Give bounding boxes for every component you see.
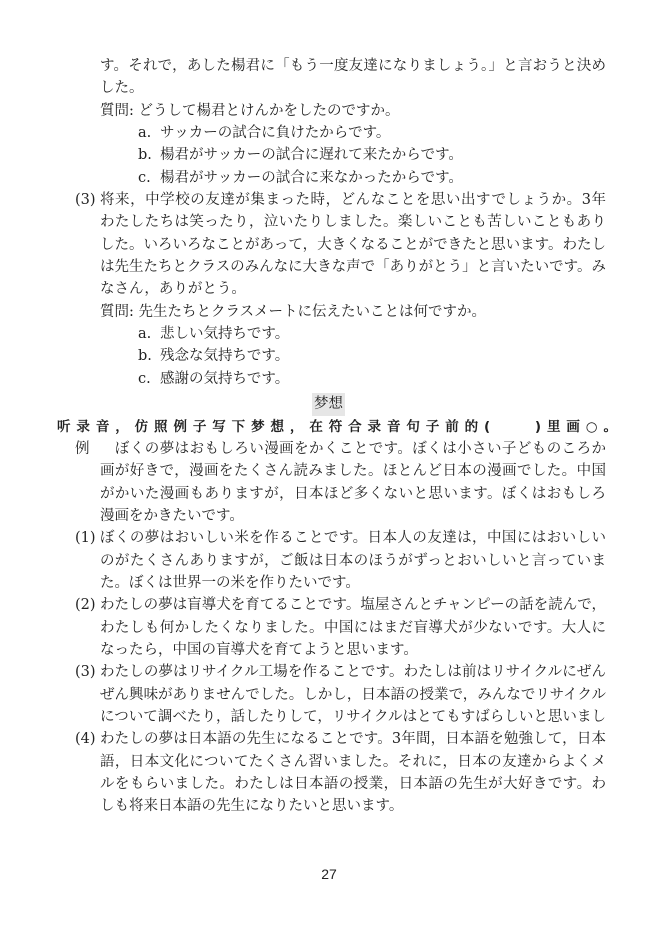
item-label: c. bbox=[138, 370, 151, 387]
answer-choice bbox=[0, 323, 658, 345]
text-line bbox=[0, 438, 658, 460]
answer-choice bbox=[0, 167, 658, 189]
document-page bbox=[0, 55, 658, 818]
line-text: 漫画をかきたいです。 bbox=[100, 507, 244, 524]
text-line bbox=[0, 301, 658, 323]
line-text: た。ぼくは世界一の米を作りたいです。 bbox=[100, 574, 360, 591]
text-line bbox=[0, 189, 658, 211]
text-line bbox=[0, 278, 658, 300]
item-label: a. bbox=[138, 326, 152, 343]
line-text: 残念な気持ちです。 bbox=[160, 348, 290, 365]
line-text: す。それで，あした楊君に「もう一度友達になりましょう。」と言おうと決め bbox=[100, 58, 606, 74]
text-line bbox=[0, 55, 658, 77]
line-text: ぼくの夢はおいしい米を作ることです。日本人の友達は，中国にはおいしい bbox=[100, 530, 606, 547]
line-text: した。 bbox=[100, 80, 144, 97]
line-text: わたしの夢はリサイクル工場を作ることです。わたしは前はリサイクルにぜん bbox=[100, 664, 606, 681]
text-line bbox=[0, 594, 658, 616]
line-text: 画が好きで，漫画をたくさん読みました。ほとんど日本の漫画でした。中国 bbox=[100, 463, 606, 480]
item-label: b. bbox=[138, 348, 152, 365]
text-line bbox=[0, 505, 658, 527]
text-line bbox=[0, 211, 658, 233]
line-text: わたしも何かしたくなりました。中国にはまだ盲導犬が少ないです。大人に bbox=[100, 619, 606, 636]
text-line bbox=[0, 751, 658, 773]
answer-choice bbox=[0, 144, 658, 166]
item-label: 例 bbox=[75, 440, 90, 457]
line-text: 悲しい気持ちです。 bbox=[160, 326, 290, 343]
text-line bbox=[0, 795, 658, 817]
text-line bbox=[0, 706, 658, 728]
text-line bbox=[0, 234, 658, 256]
line-text: した。いろいろなことがあって，大きくなることができたと思います。わたし bbox=[100, 236, 606, 253]
line-text: わたしの夢は盲導犬を育てることです。塩屋さんとチャンピーの話を読んで， bbox=[100, 597, 606, 614]
answer-choice bbox=[0, 345, 658, 367]
line-text: しも将来日本語の先生になりたいと思います。 bbox=[100, 798, 404, 815]
line-text: 梦想 bbox=[312, 393, 345, 415]
text-line bbox=[0, 773, 658, 795]
line-text: 語，日本文化についてたくさん習いました。それに，日本の友達からよくメ bbox=[100, 753, 606, 770]
line-text: 楊君がサッカーの試合に来なかったからです。 bbox=[160, 169, 463, 186]
item-label: (2) bbox=[75, 597, 96, 614]
answer-choice bbox=[0, 122, 658, 144]
line-text: について調べたり，話したりして，リサイクルはとてもすばらしいと思いまし bbox=[100, 708, 606, 725]
answer-choice bbox=[0, 368, 658, 390]
text-line bbox=[0, 483, 658, 505]
line-text: は先生たちとクラスのみんなに大きな声で「ありがとう」と言いたいです。み bbox=[100, 259, 606, 276]
text-line bbox=[0, 460, 658, 482]
text-line bbox=[0, 617, 658, 639]
item-label: a. bbox=[138, 125, 152, 142]
text-line bbox=[0, 572, 658, 594]
line-text: 質問: どうして楊君とけんかをしたのですか。 bbox=[100, 102, 400, 119]
text-line bbox=[0, 100, 658, 122]
line-text: わたしたちは笑ったり，泣いたりしました。楽しいことも苦しいこともあり bbox=[100, 214, 606, 231]
instruction bbox=[0, 416, 658, 438]
line-text: 将来，中学校の友達が集まった時，どんなことを思い出すでしょうか。3年 bbox=[100, 192, 606, 209]
text-line bbox=[0, 77, 658, 99]
line-text: 質問: 先生たちとクラスメートに伝えたいことは何ですか。 bbox=[100, 303, 487, 320]
item-label: b. bbox=[138, 147, 152, 164]
line-text: のがたくさんありますが，ご飯は日本のほうがずっとおいしいと言っていま bbox=[100, 552, 606, 569]
page-number: 27 bbox=[321, 866, 337, 882]
item-label: c. bbox=[138, 169, 151, 186]
item-label: (3) bbox=[75, 192, 96, 209]
text-line bbox=[0, 728, 658, 750]
text-line bbox=[0, 661, 658, 683]
text-line bbox=[0, 684, 658, 706]
section-title bbox=[0, 393, 658, 415]
line-text: 楊君がサッカーの試合に遅れて来たからです。 bbox=[160, 147, 463, 164]
text-line bbox=[0, 639, 658, 661]
line-text: なさん，ありがとう。 bbox=[100, 281, 246, 298]
text-line bbox=[0, 527, 658, 549]
line-text: ルをもらいました。わたしは日本語の授業，日本語の先生が大好きです。わ bbox=[100, 776, 606, 792]
text-line bbox=[0, 550, 658, 572]
item-label: (4) bbox=[75, 731, 96, 748]
line-text: ぜん興味がありませんでした。しかし，日本語の授業で，みんなでリサイクル bbox=[100, 686, 606, 703]
line-text: サッカーの試合に負けたからです。 bbox=[160, 125, 391, 142]
item-label: (1) bbox=[75, 530, 96, 547]
line-text: ぼくの夢はおもしろい漫画をかくことです。ぼくは小さい子どものころか bbox=[114, 440, 606, 457]
item-label: (3) bbox=[75, 664, 96, 681]
line-text: わたしの夢は日本語の先生になることです。3年間，日本語を勉強して，日本 bbox=[100, 731, 606, 748]
line-text: なったら，中国の盲導犬を育てようと思います。 bbox=[100, 641, 418, 658]
line-text: 感謝の気持ちです。 bbox=[160, 370, 290, 387]
text-line bbox=[0, 256, 658, 278]
line-text: がかいた漫画もありますが，日本ほど多くないと思います。ぼくはおもしろ bbox=[100, 485, 606, 502]
line-text: 听录音，仿照例子写下梦想，在符合录音句子前的( )里画○。 bbox=[57, 418, 617, 435]
